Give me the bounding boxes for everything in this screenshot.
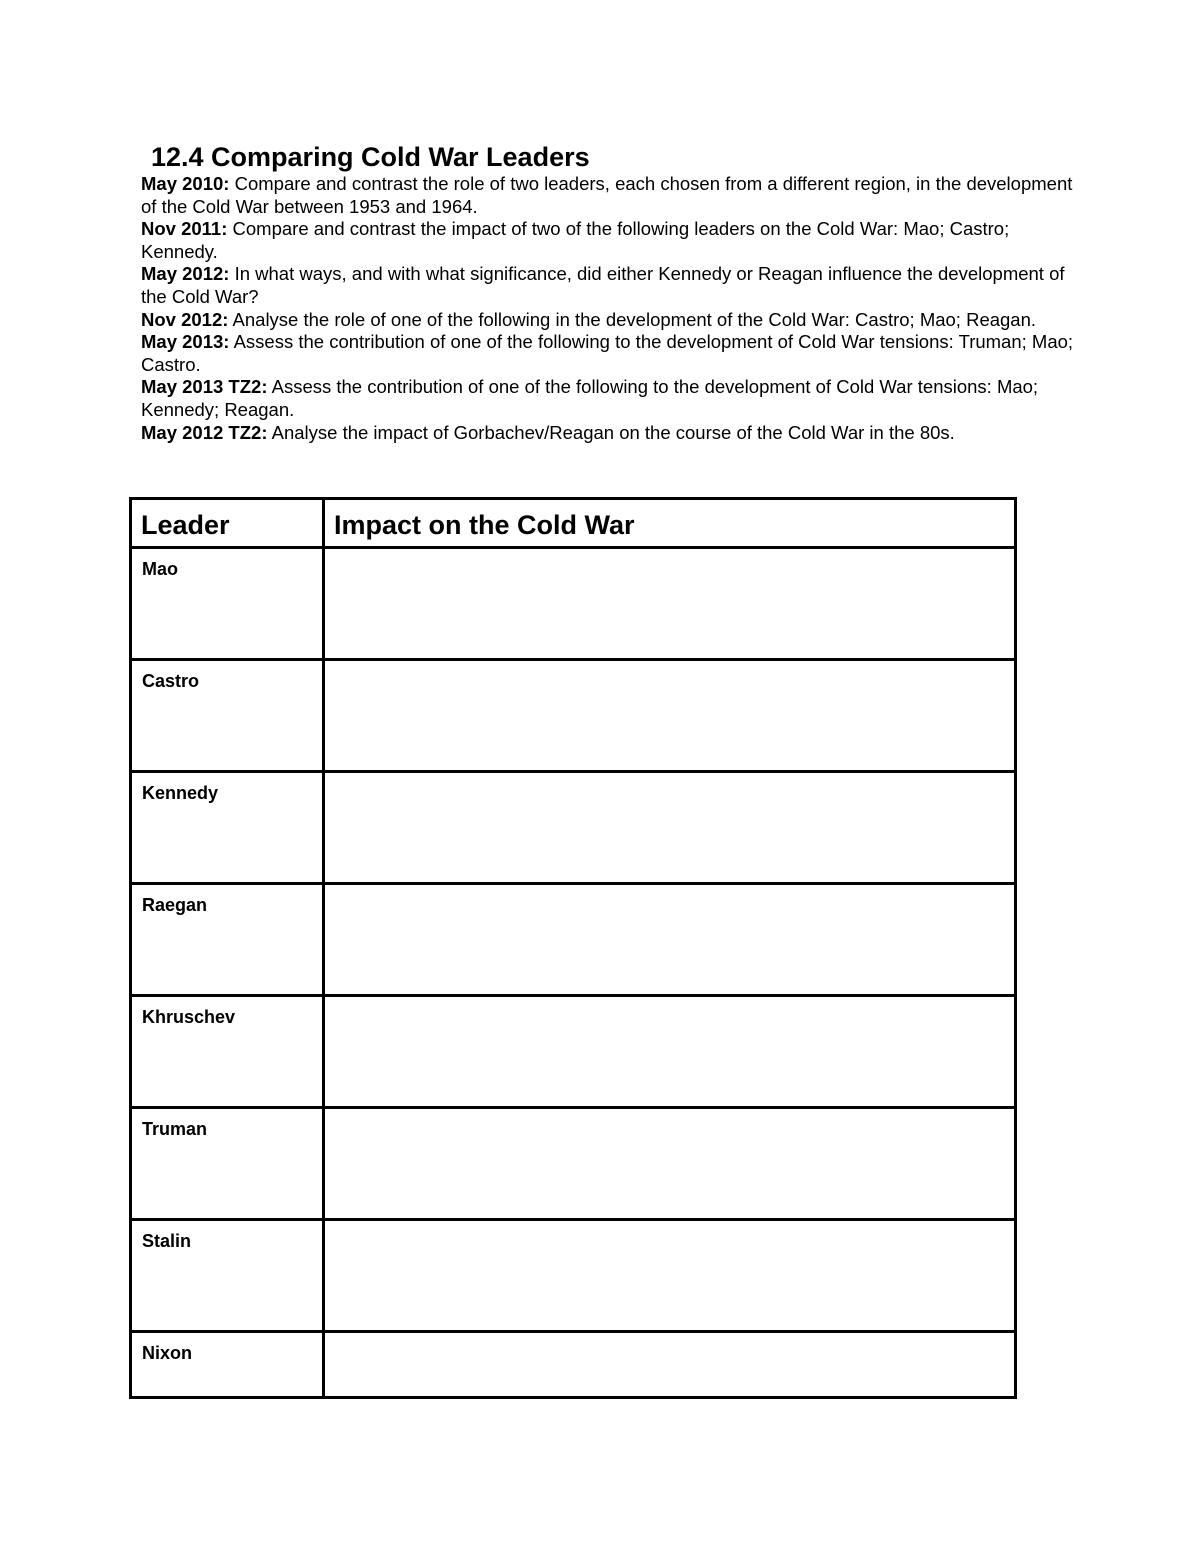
leader-name-cell: Kennedy bbox=[131, 772, 324, 884]
question-text: Analyse the impact of Gorbachev/Reagan on the course of the Cold War in the 80s. bbox=[271, 421, 955, 443]
question-item bbox=[141, 173, 1081, 218]
leader-name-cell: Mao bbox=[131, 548, 324, 660]
header-impact: Impact on the Cold War bbox=[324, 499, 1016, 548]
question-text: Compare and contrast the impact of two of the following leaders on the Cold War: Mao; Castro; Kennedy. bbox=[141, 218, 1010, 262]
question-label: May 2013 TZ2: bbox=[141, 376, 268, 398]
impact-cell[interactable] bbox=[324, 1108, 1016, 1220]
page-title: 12.4 Comparing Cold War Leaders bbox=[151, 142, 590, 172]
question-label: May 2013: bbox=[141, 331, 230, 353]
impact-cell[interactable] bbox=[324, 548, 1016, 660]
table-header-row bbox=[131, 499, 1016, 548]
impact-cell[interactable] bbox=[324, 660, 1016, 772]
question-text: In what ways, and with what significance, did either Kennedy or Reagan influence the development of the Cold War? bbox=[141, 263, 1065, 307]
leader-name-cell: Truman bbox=[131, 1108, 324, 1220]
table-row bbox=[131, 996, 1016, 1108]
question-item bbox=[141, 218, 1081, 263]
leader-name-cell: Nixon bbox=[131, 1332, 324, 1398]
question-item bbox=[141, 422, 1081, 445]
leaders-table bbox=[129, 497, 1017, 1399]
question-item bbox=[141, 331, 1081, 376]
table-row bbox=[131, 548, 1016, 660]
question-item bbox=[141, 376, 1081, 421]
table-row bbox=[131, 660, 1016, 772]
question-label: May 2010: bbox=[141, 173, 230, 194]
question-text: Compare and contrast the role of two leaders, each chosen from a different region, in the development of the Cold War between 1953 and 1964. bbox=[141, 173, 1073, 217]
table-row bbox=[131, 884, 1016, 996]
question-text: Assess the contribution of one of the following to the development of Cold War tensions: Truman; Mao; Castro. bbox=[141, 331, 1074, 375]
leader-name-cell: Khruschev bbox=[131, 996, 324, 1108]
impact-cell[interactable] bbox=[324, 996, 1016, 1108]
question-item bbox=[141, 309, 1081, 332]
question-label: Nov 2012: bbox=[141, 308, 229, 330]
question-label: May 2012 TZ2: bbox=[141, 421, 268, 443]
question-item bbox=[141, 263, 1081, 308]
leader-name-cell: Castro bbox=[131, 660, 324, 772]
table-row bbox=[131, 1108, 1016, 1220]
table-row bbox=[131, 772, 1016, 884]
question-text: Assess the contribution of one of the following to the development of Cold War tensions: Mao; Kennedy; Reagan. bbox=[141, 376, 1039, 420]
table-row bbox=[131, 1220, 1016, 1332]
question-label: May 2012: bbox=[141, 263, 230, 285]
impact-cell[interactable] bbox=[324, 1332, 1016, 1398]
exam-questions-list bbox=[141, 173, 1081, 444]
header-leader: Leader bbox=[131, 499, 324, 548]
impact-cell[interactable] bbox=[324, 772, 1016, 884]
question-label: Nov 2011: bbox=[141, 218, 228, 240]
leader-name-cell: Raegan bbox=[131, 884, 324, 996]
table-row bbox=[131, 1332, 1016, 1398]
leader-name-cell: Stalin bbox=[131, 1220, 324, 1332]
impact-cell[interactable] bbox=[324, 1220, 1016, 1332]
question-text: Analyse the role of one of the following in the development of the Cold War: Castro; Mao; Reagan. bbox=[232, 308, 1037, 330]
impact-cell[interactable] bbox=[324, 884, 1016, 996]
